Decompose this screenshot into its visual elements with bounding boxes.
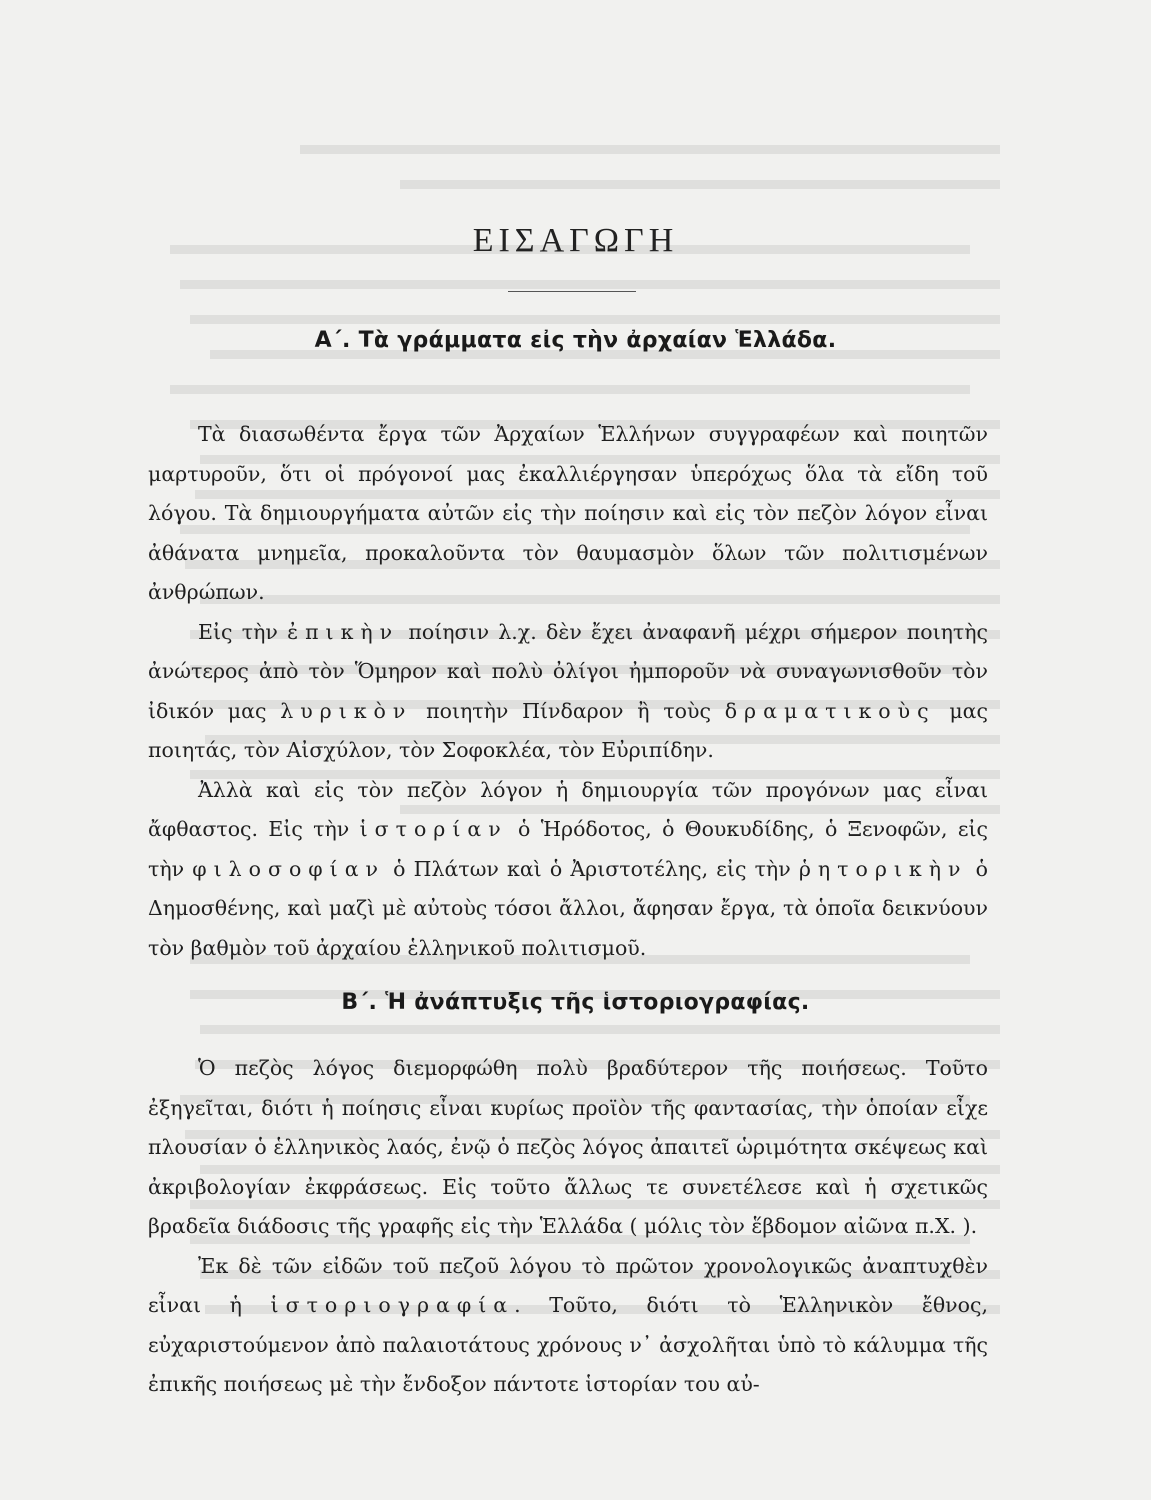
spaced-term: ῥητορικὴν xyxy=(798,856,968,881)
text-run: ὁ Πλάτων καὶ ὁ Ἀριστοτέλης, εἰς τὴν xyxy=(385,856,799,881)
text-run: ὁ Ἡρόδοτος, ὁ Θουκυδίδης, ὁ Ξενοφῶν, εἰς τὴν xyxy=(148,817,988,881)
paragraph-a3 xyxy=(148,771,988,969)
paragraph-b2 xyxy=(148,1247,988,1405)
text-run: ποίησιν λ.χ. δὲν ἔχει ἀναφανῆ μέχρι σήμερον ποιητὴς ἀνώτερος ἀπὸ τὸν Ὅμηρον καὶ πολὺ ὀλίγοι ἠμποροῦν νὰ συναγωνισθοῦν τὸν ἰδικόν μας xyxy=(148,619,988,723)
spaced-term: λυρικὸν xyxy=(280,698,413,723)
spaced-term: δραματικοὺς xyxy=(724,698,936,723)
spaced-term: ἱστορίαν xyxy=(359,817,508,841)
section-a-body xyxy=(148,415,988,968)
text-run: . Τοῦτο, διότι τὸ Ἑλληνικὸν ἔθνος, εὐχαριστούμενον ἀπὸ παλαιοτάτους χρόνους ν᾽ ἀσχολῆται ὑπὸ τὸ κάλυμμα τῆς ἐπικῆς ποιήσεως μὲ τὴν ἔνδοξον πάντοτε ἱστορίαν του αὐ- xyxy=(148,1293,988,1396)
paragraph-a1: Τὰ διασωθέντα ἔργα τῶν Ἀρχαίων Ἑλλήνων συγγραφέων καὶ ποιητῶν μαρτυροῦν, ὅτι οἱ πρόγονοί μας ἐκαλλιέργησαν ὑπερόχως ὅλα τὰ εἴδη τοῦ λόγου. Τὰ δημιουργήματα αὐτῶν εἰς τὴν ποίησιν καὶ εἰς τὸν πεζὸν λόγον εἶναι ἀθάνατα μνημεῖα, προκαλοῦντα τὸν θαυμασμὸν ὅλων τῶν πολιτισμένων ἀνθρώπων. xyxy=(148,422,988,604)
text-run: Ἐκ δὲ τῶν εἰδῶν τοῦ πεζοῦ λόγου τὸ πρῶτον χρονολογικῶς ἀναπτυχθὲν εἶναι ἡ xyxy=(148,1253,988,1317)
section-a-heading: Α΄. Τὰ γράμματα εἰς τὴν ἀρχαίαν Ἑλλάδα. xyxy=(314,328,837,353)
spaced-term: ἐπικὴν xyxy=(287,619,400,644)
chapter-title: ΕΙΣΑΓΩΓΗ xyxy=(472,222,679,259)
text-run: Ἀλλὰ καὶ εἰς τὸν πεζὸν λόγον ἡ δημιουργία τῶν προγόνων μας εἶναι ἄφθαστος. Εἰς τὴν xyxy=(148,777,988,841)
spaced-term: φιλοσοφίαν xyxy=(192,856,385,881)
spaced-term: ἱστοριογραφία xyxy=(270,1293,515,1317)
section-b-body xyxy=(148,1049,988,1405)
text-run: μας ποιητάς, τὸν Αἰσχύλον, τὸν Σοφοκλέα, τὸν Εὐριπίδην. xyxy=(148,698,988,762)
text-run: ὁ Δημοσθένης, καὶ μαζὶ μὲ αὐτοὺς τόσοι ἄλλοι, ἄφησαν ἔργα, τὰ ὁποῖα δεικνύουν τὸν βαθμὸν τοῦ ἀρχαίου ἑλληνικοῦ πολιτισμοῦ. xyxy=(148,856,988,960)
paragraph-b1: Ὁ πεζὸς λόγος διεμορφώθη πολὺ βραδύτερον τῆς ποιήσεως. Τοῦτο ἐξηγεῖται, διότι ἡ ποίησις εἶναι κυρίως προϊὸν τῆς φαντασίας, τὴν ὁποίαν εἶχε πλουσίαν ὁ ἑλληνικὸς λαός, ἐνῷ ὁ πεζὸς λόγος ἀπαιτεῖ ὡριμότητα σκέψεως καὶ ἀκριβολογίαν ἐκφράσεως. Εἰς τοῦτο ἄλλως τε συνετέλεσε καὶ ἡ σχετικῶς βραδεῖα διάδοσις τῆς γραφῆς εἰς τὴν Ἑλλάδα ( μόλις τὸν ἕβδομον αἰῶνα π.Χ. ). xyxy=(148,1056,988,1238)
paragraph-a2 xyxy=(148,613,988,771)
section-b-heading: Β΄. Ἡ ἀνάπτυξις τῆς ἱστοριογραφίας. xyxy=(341,990,810,1015)
text-run: ποιητὴν Πίνδαρον ἢ τοὺς xyxy=(412,698,725,723)
title-divider xyxy=(508,291,636,292)
text-run: Εἰς τὴν xyxy=(198,619,288,644)
